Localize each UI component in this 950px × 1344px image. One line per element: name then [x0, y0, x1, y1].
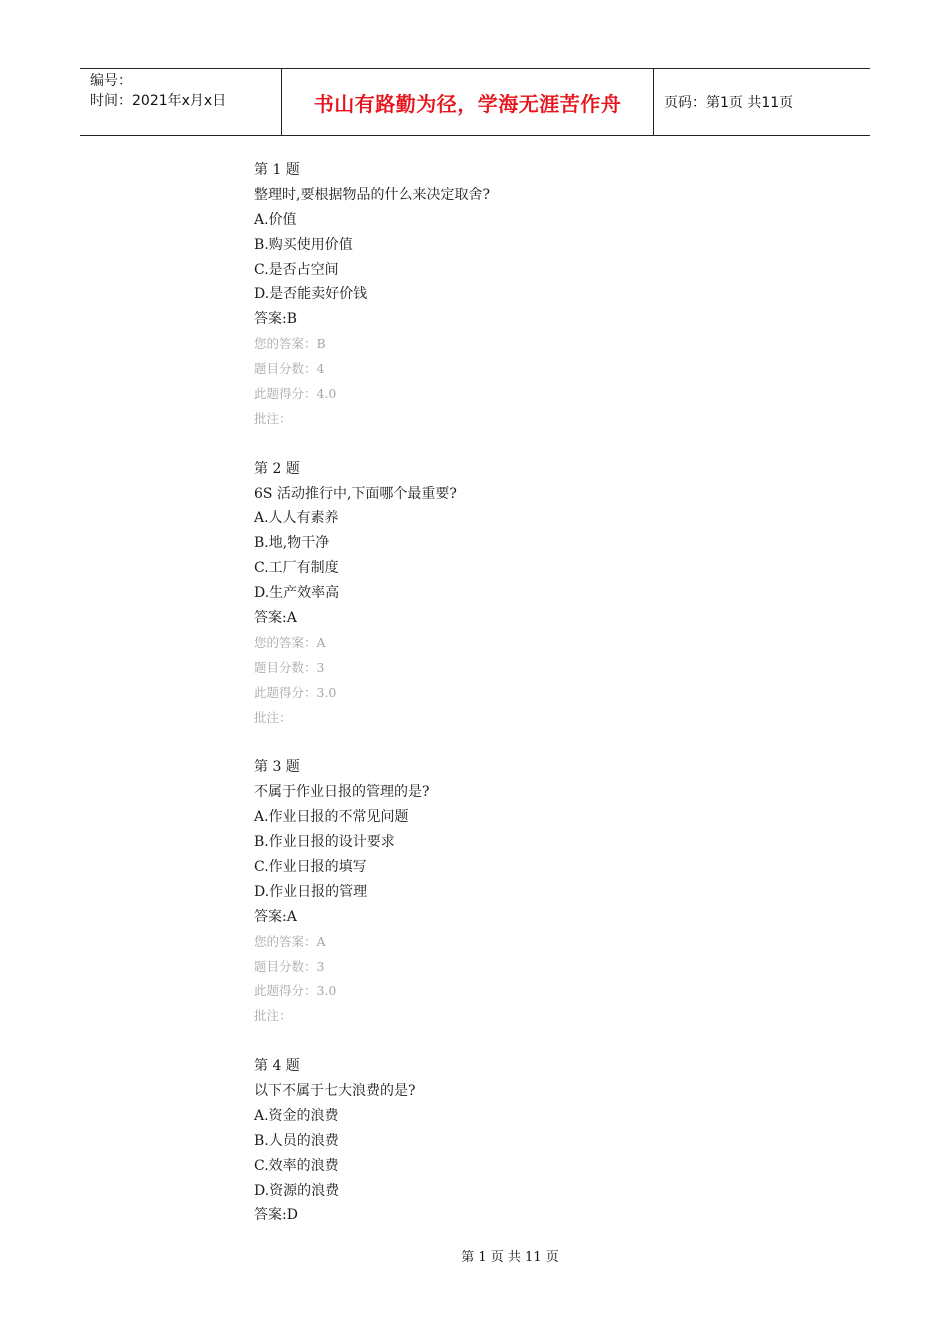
question-block — [254, 755, 854, 1029]
option-a: A.价值 — [254, 211, 297, 228]
question-text: 6S 活动推行中,下面哪个最重要? — [254, 485, 457, 502]
option-b: B.地,物干净 — [254, 535, 330, 552]
your-answer: 您的答案：B — [254, 336, 326, 352]
option-a: A.作业日报的不常见问题 — [254, 809, 409, 826]
earned-score: 此题得分：3.0 — [254, 983, 337, 999]
earned-score: 此题得分：4.0 — [254, 386, 337, 402]
option-b: B.购买使用价值 — [254, 236, 353, 253]
question-block — [254, 158, 854, 432]
option-c: C.作业日报的填写 — [254, 858, 367, 875]
option-b: B.人员的浪费 — [254, 1132, 339, 1149]
option-d: D.生产效率高 — [254, 585, 340, 602]
question-number: 第 1 题 — [254, 162, 300, 178]
question-text: 以下不属于七大浪费的是? — [254, 1082, 416, 1099]
your-answer: 您的答案：A — [254, 634, 326, 650]
option-c: C.是否占空间 — [254, 261, 339, 278]
question-score: 题目分数：3 — [254, 659, 325, 675]
question-score: 题目分数：4 — [254, 361, 325, 377]
time-label: 时间：2021年x月x日 — [90, 93, 227, 109]
correct-answer: 答案:A — [254, 908, 297, 925]
option-a: A.人人有素养 — [254, 510, 339, 527]
option-b: B.作业日报的设计要求 — [254, 834, 395, 851]
option-d: D.作业日报的管理 — [254, 883, 368, 900]
header-meta — [80, 69, 282, 135]
option-c: C.工厂有制度 — [254, 560, 339, 577]
question-number: 第 2 题 — [254, 460, 300, 477]
page-footer: 第 1 页 共 11 页 — [461, 1250, 559, 1265]
question-text: 不属于作业日报的管理的是? — [254, 784, 430, 801]
question-text: 整理时,要根据物品的什么来决定取舍? — [254, 186, 490, 203]
question-number: 第 4 题 — [254, 1058, 300, 1075]
option-d: D.是否能卖好价钱 — [254, 286, 368, 303]
your-answer: 您的答案：A — [254, 933, 326, 949]
earned-score: 此题得分：3.0 — [254, 684, 337, 700]
question-block — [254, 1054, 854, 1228]
correct-answer: 答案:D — [254, 1207, 298, 1224]
question-score: 题目分数：3 — [254, 958, 325, 974]
number-label: 编号： — [90, 73, 132, 89]
header-motto: 书山有路勤为径，学海无涯苦作舟 — [282, 69, 654, 135]
correct-answer: 答案:A — [254, 610, 297, 627]
question-number: 第 3 题 — [254, 759, 300, 776]
comment-label: 批注： — [254, 1008, 292, 1024]
question-block — [254, 457, 854, 731]
correct-answer: 答案:B — [254, 311, 298, 328]
comment-label: 批注： — [254, 709, 292, 725]
question-list — [254, 158, 854, 1253]
option-a: A.资金的浪费 — [254, 1107, 339, 1124]
option-d: D.资源的浪费 — [254, 1182, 340, 1199]
comment-label: 批注： — [254, 410, 292, 426]
option-c: C.效率的浪费 — [254, 1157, 339, 1174]
header-page-info: 页码：第1页 共11页 — [664, 95, 794, 111]
page-header — [80, 68, 870, 136]
